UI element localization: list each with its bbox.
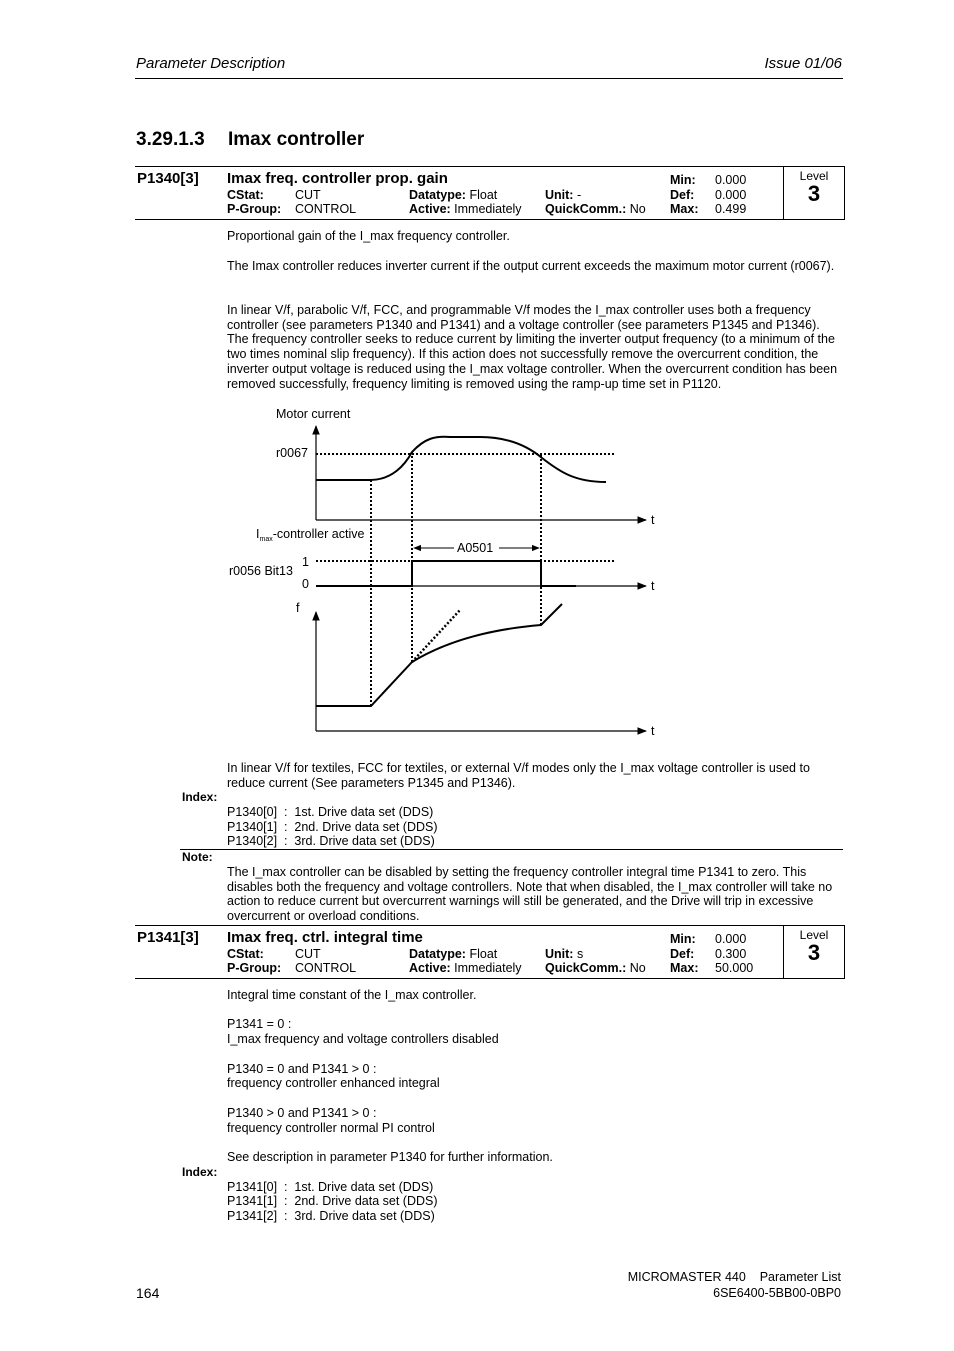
f-label: f [296, 601, 300, 615]
header-rule [135, 78, 843, 79]
note-rule [180, 849, 843, 850]
p1341-case-1a: P1341 = 0 : [227, 1017, 292, 1031]
p1341-case-1b: I_max frequency and voltage controllers disabled [227, 1032, 499, 1046]
p1340-desc-2: The Imax controller reduces inverter current if the output current exceeds the maximum motor current (r0067). [227, 259, 835, 273]
level-label: Level [799, 928, 829, 942]
def-value: 0.000 [715, 188, 747, 202]
min-label: Min: [670, 932, 696, 946]
bit13-signal [316, 561, 576, 586]
param-table-p1340 [135, 166, 845, 220]
max-label: Max: [670, 202, 699, 216]
cstat-value: CUT [295, 947, 321, 961]
p1340-desc-4: In linear V/f for textiles, FCC for textiles, or external V/f modes only the I_max voltage controller is used to reduce current (See parameters P1345 and P1346). [227, 761, 810, 790]
def-label: Def: [670, 947, 695, 961]
header-left: Parameter Description [136, 55, 286, 72]
current-curve [316, 437, 606, 482]
p1341-case-3a: P1340 > 0 and P1341 > 0 : [227, 1106, 377, 1120]
p1341-case-2b: frequency controller enhanced integral [227, 1076, 440, 1090]
p1340-index-1: P1340[1] : 2nd. Drive data set (DDS) [227, 820, 438, 834]
bit-one-label: 1 [302, 555, 309, 569]
pgroup-label: P-Group: [227, 961, 282, 975]
level-value: 3 [807, 940, 821, 965]
imax-timing-diagram [220, 400, 680, 745]
max-label: Max: [670, 961, 699, 975]
datatype-label: Datatype: [409, 947, 466, 961]
active-label: Active: [409, 961, 451, 975]
p1340-index-2: P1340[2] : 3rd. Drive data set (DDS) [227, 834, 435, 848]
pgroup-value: CONTROL [295, 961, 357, 975]
active-value: Immediately [454, 961, 522, 975]
unit-value: s [576, 947, 584, 961]
p1340-desc-1: Proportional gain of the I_max frequency controller. [227, 229, 510, 243]
p1340-index-0: P1340[0] : 1st. Drive data set (DDS) [227, 805, 434, 819]
p1341-index-2: P1341[2] : 3rd. Drive data set (DDS) [227, 1209, 435, 1223]
cstat-value: CUT [295, 188, 321, 202]
level-box [783, 926, 845, 978]
quickcomm-value: No [629, 202, 646, 216]
a0501-label: A0501 [457, 541, 494, 555]
freq-ramp [316, 662, 412, 706]
p1341-case-2a: P1340 = 0 and P1341 > 0 : [227, 1062, 377, 1076]
header-right: Issue 01/06 [764, 55, 842, 72]
active-value: Immediately [454, 202, 522, 216]
min-value: 0.000 [715, 932, 747, 946]
p1341-desc-2: See description in parameter P1340 for further information. [227, 1150, 553, 1164]
param-name: Imax freq. controller prop. gain [227, 170, 448, 187]
def-label: Def: [670, 188, 695, 202]
def-value: 0.300 [715, 947, 747, 961]
imax-active-label: $I_{max}$-controller active [256, 527, 365, 543]
level-box [783, 167, 845, 219]
p1341-index-label: Index: [182, 1165, 218, 1179]
p1341-index-1: P1341[1] : 2nd. Drive data set (DDS) [227, 1194, 438, 1208]
quickcomm-label: QuickComm.: [545, 202, 627, 216]
cstat-label: CStat: [227, 947, 264, 961]
param-table-p1341 [135, 925, 845, 979]
pgroup-label: P-Group: [227, 202, 282, 216]
level-label: Level [799, 169, 829, 183]
p1341-case-3b: frequency controller normal PI control [227, 1121, 435, 1135]
max-value: 50.000 [715, 961, 754, 975]
motor-current-label: Motor current [276, 407, 351, 421]
section-number: 3.29.1.3 [136, 129, 205, 150]
p1341-index-0: P1341[0] : 1st. Drive data set (DDS) [227, 1180, 434, 1194]
note-label: Note: [182, 850, 213, 864]
datatype-value: Float [469, 188, 498, 202]
p1340-desc-3: In linear V/f, parabolic V/f, FCC, and programmable V/f modes the I_max controller uses both a frequency controller (see parameters P1340 and P1341) and a voltage controller (see parameters P1345 and P1346). The frequency controller seeks to reduce current by limiting the inverter output frequency (to a minimum of the two times nominal slip frequency). If this action does not successfully remove the overcurrent condition, the inverter output voltage is reduced using the I_max voltage controller. When the overcurrent condition has been removed successfully, frequency limiting is removed using the ramp-up time set in P1120. [227, 303, 838, 391]
freq-unlimited-dashed [412, 610, 460, 662]
min-value: 0.000 [715, 173, 747, 187]
p1340-index-label: Index: [182, 790, 218, 804]
quickcomm-label: QuickComm.: [545, 961, 627, 975]
quickcomm-value: No [629, 961, 646, 975]
datatype-label: Datatype: [409, 188, 466, 202]
cstat-label: CStat: [227, 188, 264, 202]
unit-label: Unit: [545, 188, 574, 202]
footer-product: MICROMASTER 440 Parameter List [627, 1270, 841, 1284]
t-label-1: t [651, 513, 655, 527]
datatype-value: Float [469, 947, 498, 961]
r0056-label: r0056 Bit13 [229, 564, 293, 578]
note-text: The I_max controller can be disabled by setting the frequency controller integral time P1341 to zero. This disables both the frequency and voltage controllers. Note that when disabled, the I_max controller will take no action to reduce current but overcurrent warnings will still be generated, and the Drive will trip in excessive overcurrent or overload conditions. [227, 865, 833, 924]
pgroup-value: CONTROL [295, 202, 357, 216]
param-name: Imax freq. ctrl. integral time [227, 929, 423, 946]
param-id: P1341[3] [137, 929, 199, 946]
unit-value: - [576, 188, 582, 202]
max-value: 0.499 [715, 202, 747, 216]
page-number: 164 [136, 1285, 160, 1301]
param-id: P1340[3] [137, 170, 199, 187]
section-title: Imax controller [228, 129, 365, 150]
freq-limited-curve [412, 604, 562, 662]
p1341-desc-1: Integral time constant of the I_max controller. [227, 988, 477, 1002]
active-label: Active: [409, 202, 451, 216]
r0067-label: r0067 [276, 446, 308, 460]
footer-order-number: 6SE6400-5BB00-0BP0 [713, 1286, 841, 1300]
unit-label: Unit: [545, 947, 574, 961]
t-label-3: t [651, 724, 655, 738]
min-label: Min: [670, 173, 696, 187]
t-label-2: t [651, 579, 655, 593]
bit-zero-label: 0 [302, 577, 309, 591]
level-value: 3 [807, 181, 821, 206]
